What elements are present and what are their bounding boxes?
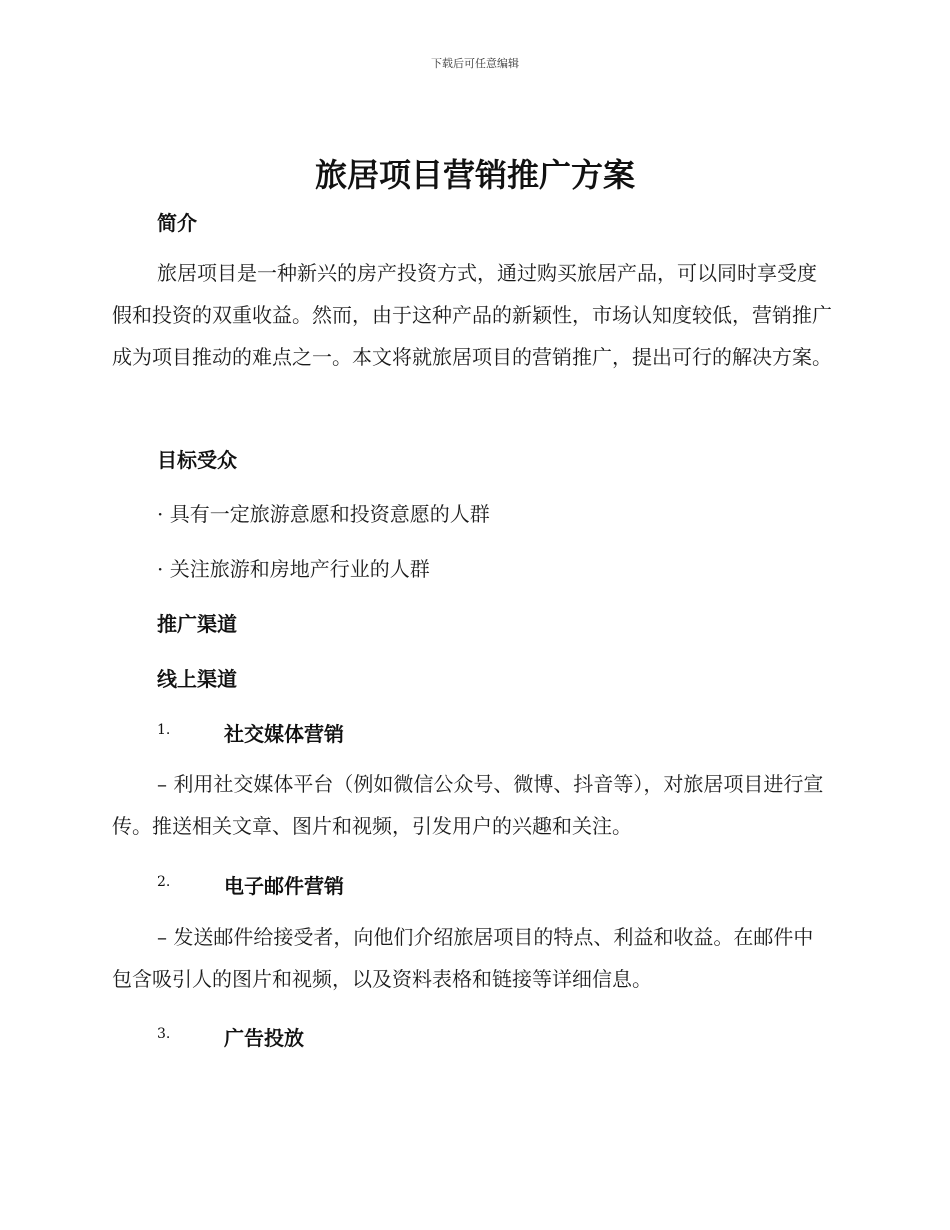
intro-paragraph: 旅居项目是一种新兴的房产投资方式，通过购买旅居产品，可以同时享受度假和投资的双重收益。然而，由于这种产品的新颖性，市场认知度较低，营销推广成为项目推动的难点之一。本文将就旅居项目的营销推广，提出可行的解决方案。 (112, 261, 832, 369)
item-3-label: 广告投放 (224, 1026, 304, 1050)
item-1-label: 社交媒体营销 (224, 722, 344, 746)
item-1-paragraph: – 利用社交媒体平台（例如微信公众号、微博、抖音等），对旅居项目进行宣传。推送相关文章、图片和视频，引发用户的兴趣和关注。 (112, 772, 824, 838)
online-channels-heading: 线上渠道 (157, 667, 237, 691)
item-2-number: 2. (157, 874, 171, 890)
document-title: 旅居项目营销推广方案 (314, 156, 635, 194)
page-header: 下载后可任意编辑 (431, 57, 519, 70)
item-2-paragraph: – 发送邮件给接受者，向他们介绍旅居项目的特点、利益和收益。在邮件中包含吸引人的图片和视频，以及资料表格和链接等详细信息。 (112, 925, 814, 991)
audience-heading: 目标受众 (157, 448, 237, 472)
channels-heading: 推广渠道 (157, 612, 237, 636)
item-1-number: 1. (157, 722, 171, 738)
audience-item-1: · 具有一定旅游意愿和投资意愿的人群 (157, 502, 490, 526)
audience-item-2: · 关注旅游和房地产行业的人群 (157, 557, 430, 581)
item-2-label: 电子邮件营销 (224, 874, 344, 898)
item-3-number: 3. (157, 1026, 171, 1042)
intro-heading: 简介 (157, 211, 197, 235)
